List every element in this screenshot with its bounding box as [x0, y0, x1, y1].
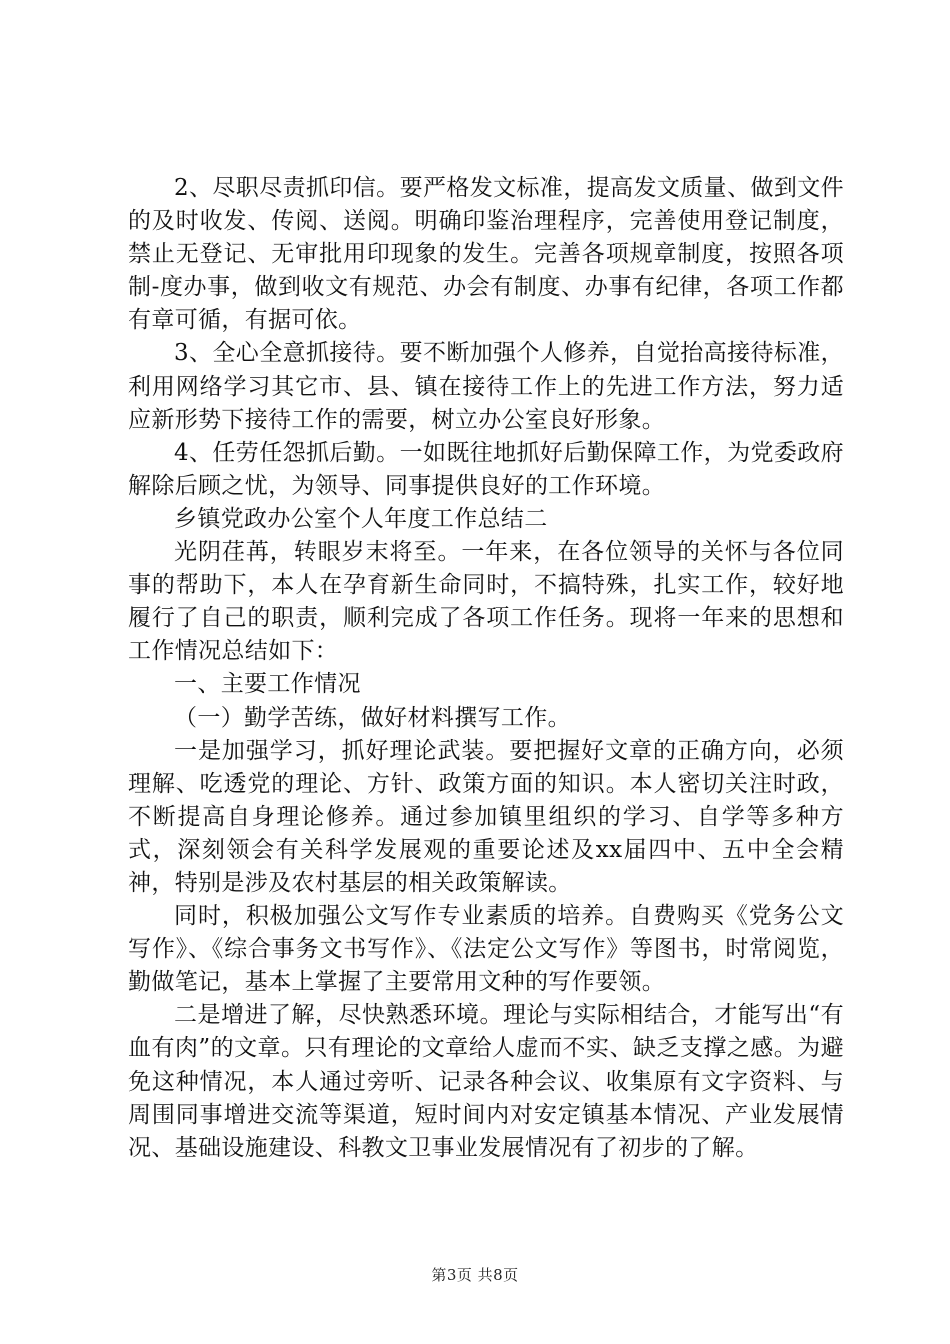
paragraph-reception: 3、全心全意抓接待。要不断加强个人修养，自觉抬高接待标准，利用网络学习其它市、县、镇在接待工作上的先进工作方法，努力适应新形势下接待工作的需要，树立办公室良好形象。 — [128, 340, 844, 433]
paragraph-logistics: 4、任劳任怨抓后勤。一如既往地抓好后勤保障工作，为党委政府解除后顾之忧，为领导、同事提供良好的工作环境。 — [128, 439, 844, 499]
paragraph-introduction: 光阴荏苒，转眼岁末将至。一年来，在各位领导的关怀与各位同事的帮助下，本人在孕育新生命同时，不搞特殊，扎实工作，较好地履行了自己的职责，顺利完成了各项工作任务。现将一年来的思想和工作情况总结如下： — [128, 539, 844, 665]
paragraph-seal-management: 2、尽职尽责抓印信。要严格发文标准，提高发文质量、做到文件的及时收发、传阅、送阅。明确印鉴治理程序，完善使用登记制度，禁止无登记、无审批用印现象的发生。完善各项规章制度，按照各项制-度办事，做到收文有规范、办会有制度、办事有纪律，各项工作都有章可循，有据可依。 — [128, 175, 844, 334]
page-number-footer: 第3页 共8页 — [431, 1266, 519, 1284]
section-title-summary-two: 乡镇党政办公室个人年度工作总结二 — [174, 505, 548, 532]
paragraph-theory-study: 一是加强学习，抓好理论武装。要把握好文章的正确方向，必须理解、吃透党的理论、方针、政策方面的知识。本人密切关注时政，不断提高自身理论修养。通过参加镇里组织的学习、自学等多种方式，深刻领会有关科学发展观的重要论述及xx届四中、五中全会精神，特别是涉及农村基层的相关政策解读。 — [128, 737, 844, 896]
document-body — [128, 172, 844, 1165]
heading-main-work: 一、主要工作情况 — [174, 671, 361, 698]
subheading-writing-work: （一）勤学苦练，做好材料撰写工作。 — [174, 704, 571, 731]
paragraph-environment: 二是增进了解，尽快熟悉环境。理论与实际相结合，才能写出“有血有肉”的文章。只有理论的文章给人虚而不实、缺乏支撑之感。为避免这种情况，本人通过旁听、记录各种会议、收集原有文字资料、与周围同事增进交流等渠道，短时间内对安定镇基本情况、产业发展情况、基础设施建设、科教文卫事业发展情况有了初步的了解。 — [128, 1002, 844, 1161]
paragraph-writing-skills: 同时，积极加强公文写作专业素质的培养。自费购买《党务公文写作》、《综合事务文书写作》、《法定公文写作》等图书，时常阅览，勤做笔记，基本上掌握了主要常用文种的写作要领。 — [128, 903, 844, 996]
